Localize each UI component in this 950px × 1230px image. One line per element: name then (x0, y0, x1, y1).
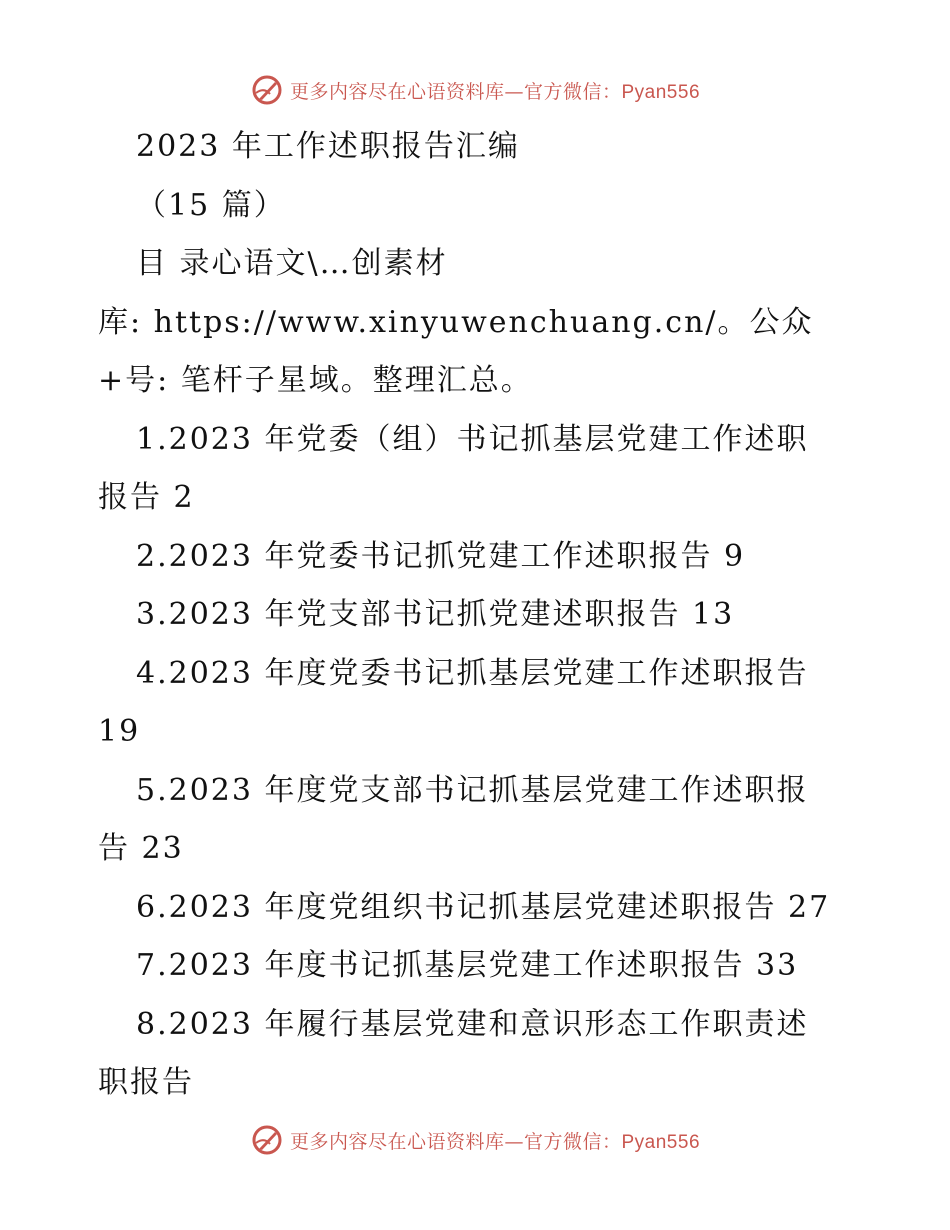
document-subtitle: （15 篇） (136, 187, 286, 223)
toc-item-continuation: 报告 2 (98, 480, 195, 515)
header-banner (0, 70, 950, 110)
document-body (98, 118, 858, 1113)
toc-item-continuation: 职报告 (98, 1065, 194, 1100)
toc-item: 2.2023 年党委书记抓党建工作述职报告 9 (136, 538, 746, 574)
source-line: +号: 笔杆子星域。整理汇总。 (98, 363, 533, 398)
toc-item-continuation: 19 (98, 714, 141, 749)
toc-item-continuation: 告 23 (98, 831, 184, 866)
document-title: 2023 年工作述职报告汇编 (136, 129, 520, 164)
toc-item: 5.2023 年度党支部书记抓基层党建工作述职报 (136, 772, 809, 808)
banner-text: 更多内容尽在心语资料库—官方微信：Pyan556 (289, 80, 701, 103)
toc-item: 4.2023 年度党委书记抓基层党建工作述职报告 (136, 655, 809, 691)
quill-logo-icon (250, 73, 284, 107)
toc-item: 6.2023 年度党组织书记抓基层党建述职报告 27 (136, 889, 831, 925)
toc-item: 8.2023 年履行基层党建和意识形态工作职责述 (136, 1006, 809, 1042)
toc-item: 7.2023 年度书记抓基层党建工作述职报告 33 (136, 948, 799, 983)
wechat-id: Pyan556 (621, 81, 701, 103)
footer-banner (0, 1120, 950, 1160)
banner-text: 更多内容尽在心语资料库—官方微信：Pyan556 (289, 1130, 701, 1153)
toc-heading: 目 录心语文\…创素材 (136, 246, 448, 281)
wechat-id: Pyan556 (621, 1131, 701, 1153)
toc-item: 3.2023 年党支部书记抓党建述职报告 13 (136, 597, 735, 632)
quill-logo-icon (250, 1123, 284, 1157)
toc-item: 1.2023 年党委（组）书记抓基层党建工作述职 (136, 421, 809, 457)
source-line: 库: https://www.xinyuwenchuang.cn/。公众 (98, 304, 814, 340)
